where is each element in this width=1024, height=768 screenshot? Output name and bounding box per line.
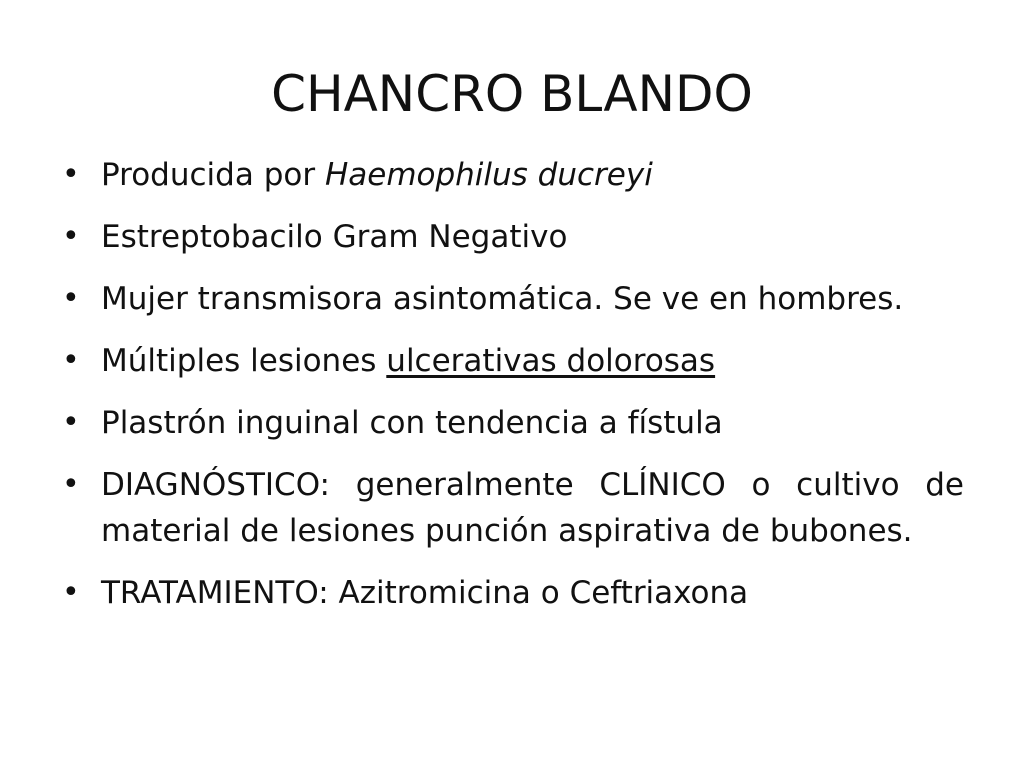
bullet-icon: • — [62, 575, 80, 610]
bullet-item-mujer — [62, 276, 964, 322]
bullet-item-producida — [62, 152, 964, 198]
bullet-icon: • — [62, 467, 80, 502]
bullet-text: Mujer transmisora asintomática. Se ve en hombres. — [101, 281, 904, 317]
bullet-icon: • — [62, 405, 80, 440]
bullet-text: Producida por — [101, 157, 325, 193]
bullet-icon: • — [62, 343, 80, 378]
bullet-item-diagnostico — [62, 462, 964, 554]
bullet-text: Plastrón inguinal con tendencia a fístula — [101, 405, 723, 441]
bullet-text: DIAGNÓSTICO: generalmente CLÍNICO o cultivo de material de lesiones punción aspirativa de bubones. — [101, 467, 964, 549]
bullet-text: Múltiples lesiones — [101, 343, 387, 379]
slide-title: CHANCRO BLANDO — [271, 65, 753, 123]
bullet-text: TRATAMIENTO: Azitromicina o Ceftriaxona — [101, 575, 749, 611]
bullet-text-underlined: ulcerativas dolorosas — [386, 343, 716, 379]
bullet-text-italic: Haemophilus ducreyi — [324, 157, 653, 193]
bullet-text: Estreptobacilo Gram Negativo — [101, 219, 568, 255]
bullet-icon: • — [62, 219, 80, 254]
bullet-icon: • — [62, 281, 80, 316]
bullet-item-plastron — [62, 400, 964, 446]
bullet-list — [62, 152, 964, 632]
bullet-item-tratamiento — [62, 570, 964, 616]
bullet-item-estreptobacilo — [62, 214, 964, 260]
bullet-icon: • — [62, 157, 80, 192]
bullet-item-lesiones — [62, 338, 964, 384]
